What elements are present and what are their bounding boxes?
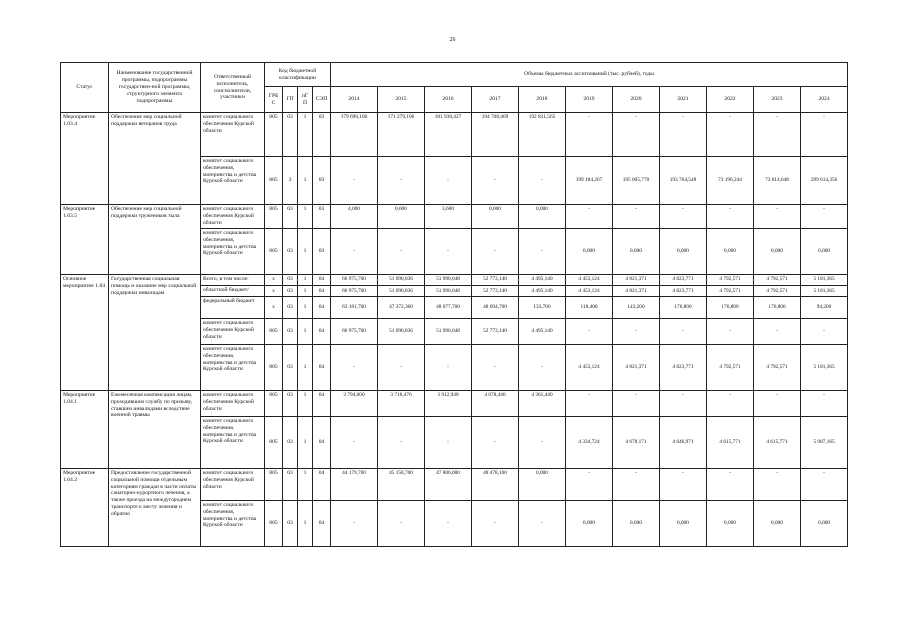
value-cell: 52 773,140	[472, 286, 519, 297]
value-cell: 4 453,124	[566, 286, 613, 297]
header-status: Статус	[61, 63, 109, 113]
value-cell: 66 975,700	[331, 319, 378, 345]
header-code-gp: ГП	[283, 87, 298, 113]
value-cell: -	[566, 391, 613, 417]
code-cell: 03	[313, 229, 331, 275]
value-cell: 47 806,000	[425, 469, 472, 501]
value-cell: 181 938,427	[425, 113, 472, 157]
value-cell: -	[801, 113, 848, 157]
value-cell: 4 792,571	[707, 286, 754, 297]
value-cell: 0,000	[613, 501, 660, 547]
value-cell: 133,700	[519, 297, 566, 319]
value-cell: 63 181,700	[331, 297, 378, 319]
value-cell: 179 696,100	[331, 113, 378, 157]
value-cell: -	[754, 469, 801, 501]
code-cell: 03	[313, 205, 331, 229]
value-cell: 0,000	[566, 229, 613, 275]
page-number: 26	[449, 37, 456, 43]
value-cell: 51 090,836	[378, 319, 425, 345]
value-cell: -	[331, 157, 378, 205]
row-responsible: комитет социального обеспечения, материнства и детства Курской области	[201, 501, 265, 547]
value-cell: 4 453,124	[566, 345, 613, 391]
row-status: Основное мероприятие 1.04	[61, 275, 109, 391]
value-cell: -	[754, 113, 801, 157]
code-cell: 805	[265, 501, 283, 547]
value-cell: -	[566, 319, 613, 345]
budget-table	[60, 62, 848, 547]
value-cell: -	[472, 229, 519, 275]
value-cell: 0,000	[660, 501, 707, 547]
value-cell: -	[425, 501, 472, 547]
code-cell: х	[265, 286, 283, 297]
value-cell: 4 792,571	[707, 345, 754, 391]
row-responsible: комитет социального обеспечения, материнства и детства Курской области	[201, 417, 265, 469]
value-cell: -	[472, 345, 519, 391]
row-name: Предоставление государственной социальной помощи отдельным категориям граждан в части оплаты санаторно-курортного лечения, а также проезда на междугороднем транспорте к месту лечения и обратно	[109, 469, 201, 547]
value-cell: 299 614,356	[801, 157, 848, 205]
value-cell: 66 975,700	[331, 286, 378, 297]
code-cell: 03	[283, 417, 298, 469]
value-cell: -	[613, 469, 660, 501]
value-cell: 176,800	[707, 297, 754, 319]
value-cell: 0,000	[801, 229, 848, 275]
code-cell: 805	[265, 345, 283, 391]
value-cell: 5 181,365	[801, 286, 848, 297]
header-year: 2020	[613, 87, 660, 113]
value-cell: 143,200	[613, 297, 660, 319]
row-responsible: Всего, в том числе:	[201, 275, 265, 286]
value-cell: -	[754, 205, 801, 229]
code-cell: 03	[283, 229, 298, 275]
value-cell: -	[754, 391, 801, 417]
table-row	[61, 391, 848, 417]
value-cell: -	[613, 205, 660, 229]
row-status: Мероприятие 1.04.1	[61, 391, 109, 469]
value-cell: 4 453,124	[566, 275, 613, 286]
row-name: Обеспечение мер социальной поддержки ветеранов труда	[109, 113, 201, 205]
value-cell: 0,000	[519, 205, 566, 229]
value-cell: 51 090,836	[378, 286, 425, 297]
row-responsible: комитет социального обеспечения Курской области	[201, 205, 265, 229]
value-cell: 171 279,106	[378, 113, 425, 157]
row-status: Мероприятие 1.04.2	[61, 469, 109, 547]
code-cell: 1	[298, 229, 313, 275]
value-cell: 4 495,140	[519, 275, 566, 286]
value-cell: 4 823,771	[660, 275, 707, 286]
value-cell: 4 334,724	[566, 417, 613, 469]
value-cell: 0,000	[801, 501, 848, 547]
value-cell: -	[660, 469, 707, 501]
row-responsible: комитет социального обеспечения Курской области	[201, 469, 265, 501]
header-responsible: Ответственный исполнитель, соисполнители, участники	[201, 63, 265, 113]
table-body	[61, 113, 848, 547]
code-cell: 1	[298, 469, 313, 501]
code-cell: 1	[298, 417, 313, 469]
value-cell: 51 990,648	[425, 286, 472, 297]
value-cell: -	[707, 113, 754, 157]
code-cell: 04	[313, 417, 331, 469]
code-cell: 3	[283, 157, 298, 205]
value-cell: -	[425, 417, 472, 469]
code-cell: 03	[283, 205, 298, 229]
value-cell: 47 372,360	[378, 297, 425, 319]
code-cell: 1	[298, 205, 313, 229]
value-cell: -	[613, 391, 660, 417]
value-cell: -	[660, 205, 707, 229]
value-cell: 3 794,000	[331, 391, 378, 417]
code-cell: 805	[265, 417, 283, 469]
value-cell: -	[378, 417, 425, 469]
value-cell: -	[613, 319, 660, 345]
code-cell: 1	[298, 286, 313, 297]
code-cell: 805	[265, 205, 283, 229]
value-cell: -	[472, 501, 519, 547]
code-cell: 03	[283, 469, 298, 501]
row-responsible: комитет социального обеспечения Курской области	[201, 113, 265, 157]
value-cell: -	[519, 157, 566, 205]
value-cell: -	[425, 345, 472, 391]
value-cell: -	[566, 113, 613, 157]
value-cell: 4 792,571	[707, 275, 754, 286]
code-cell: 03	[283, 501, 298, 547]
code-cell: 805	[265, 229, 283, 275]
value-cell: -	[519, 229, 566, 275]
value-cell: 48 694,700	[472, 297, 519, 319]
value-cell: -	[801, 391, 848, 417]
header-year: 2015	[378, 87, 425, 113]
code-cell: 1	[298, 113, 313, 157]
code-cell: х	[265, 297, 283, 319]
row-responsible: комитет социального обеспечения, материнства и детства Курской области	[201, 345, 265, 391]
value-cell: 0,000	[613, 229, 660, 275]
value-cell: 51 990,648	[425, 275, 472, 286]
value-cell: -	[331, 229, 378, 275]
row-responsible: комитет социального обеспечения Курской области	[201, 391, 265, 417]
value-cell: -	[707, 391, 754, 417]
value-cell: -	[331, 345, 378, 391]
value-cell: -	[519, 417, 566, 469]
row-responsible: комитет социального обеспечения, материнства и детства Курской области	[201, 229, 265, 275]
value-cell: 4 678,171	[613, 417, 660, 469]
code-cell: 04	[313, 345, 331, 391]
value-cell: -	[660, 319, 707, 345]
code-cell: 03	[313, 113, 331, 157]
value-cell: 52 773,140	[472, 319, 519, 345]
table-row	[61, 205, 848, 229]
value-cell: 4 615,771	[707, 417, 754, 469]
code-cell: 1	[298, 275, 313, 286]
code-cell: 805	[265, 113, 283, 157]
value-cell: 3 718,476	[378, 391, 425, 417]
value-cell: 4 823,771	[660, 286, 707, 297]
header-code-group: Код бюджетной классификации	[265, 63, 331, 87]
header-year: 2014	[331, 87, 378, 113]
code-cell: 04	[313, 469, 331, 501]
value-cell: -	[519, 345, 566, 391]
table-row	[61, 275, 848, 286]
header-year: 2021	[660, 87, 707, 113]
value-cell: 3,600	[425, 205, 472, 229]
header-year: 2024	[801, 87, 848, 113]
value-cell: 48 478,100	[472, 469, 519, 501]
value-cell: 176,800	[754, 297, 801, 319]
row-responsible: федеральный бюджет	[201, 297, 265, 319]
value-cell: -	[613, 113, 660, 157]
value-cell: -	[566, 205, 613, 229]
value-cell: -	[472, 157, 519, 205]
header-volumes: Объемы бюджетных ассигнований (тыс. рублей), годы	[331, 63, 848, 87]
code-cell: 805	[265, 469, 283, 501]
value-cell: 45 158,700	[378, 469, 425, 501]
value-cell: 5 181,365	[801, 275, 848, 286]
code-cell: 805	[265, 319, 283, 345]
value-cell: 0,000	[754, 229, 801, 275]
header-year: 2022	[707, 87, 754, 113]
row-responsible: комитет социального обеспечения, материнства и детства Курской области	[201, 157, 265, 205]
row-name: Ежемесячная компенсация лицам, проходившим службу по призыву, ставшим инвалидами вследствие военной травмы	[109, 391, 201, 469]
code-cell: 04	[313, 501, 331, 547]
value-cell: 48 077,700	[425, 297, 472, 319]
value-cell: 52 773,140	[472, 275, 519, 286]
value-cell: 0,000	[707, 229, 754, 275]
value-cell: 4 495,140	[519, 319, 566, 345]
value-cell: 0,000	[707, 501, 754, 547]
row-status: Мероприятие 1.03.4	[61, 113, 109, 205]
value-cell: 195 005,770	[613, 157, 660, 205]
value-cell: 0,000	[566, 501, 613, 547]
value-cell: -	[425, 229, 472, 275]
value-cell: -	[331, 417, 378, 469]
value-cell: -	[378, 345, 425, 391]
code-cell: 805	[265, 391, 283, 417]
value-cell: 66 975,700	[331, 275, 378, 286]
value-cell: 192 831,565	[519, 113, 566, 157]
code-cell: 1	[298, 157, 313, 205]
code-cell: 04	[313, 275, 331, 286]
value-cell: 0,000	[754, 501, 801, 547]
row-responsible: комитет социального обеспечения Курской области	[201, 319, 265, 345]
code-cell: 1	[298, 297, 313, 319]
code-cell: 04	[313, 297, 331, 319]
value-cell: -	[707, 205, 754, 229]
code-cell: 03	[283, 345, 298, 391]
row-responsible: областной бюджет/	[201, 286, 265, 297]
header-year: 2023	[754, 87, 801, 113]
table-row	[61, 469, 848, 501]
code-cell: х	[265, 275, 283, 286]
value-cell: -	[425, 157, 472, 205]
value-cell: -	[801, 469, 848, 501]
value-cell: 0,000	[660, 229, 707, 275]
value-cell: 73 014,648	[754, 157, 801, 205]
header-name: Наименование государственной программы, подпрограммы государствен-ной программы, структурного элемента подпрограммы	[109, 63, 201, 113]
value-cell: 4,000	[331, 205, 378, 229]
value-cell: 194 708,469	[472, 113, 519, 157]
value-cell: 4 615,771	[754, 417, 801, 469]
value-cell: -	[566, 469, 613, 501]
value-cell: 0,000	[378, 205, 425, 229]
value-cell: -	[801, 319, 848, 345]
value-cell: -	[754, 319, 801, 345]
value-cell: 51 090,836	[378, 275, 425, 286]
value-cell: 4 792,571	[754, 275, 801, 286]
value-cell: -	[707, 319, 754, 345]
header-year: 2019	[566, 87, 613, 113]
row-name: Обеспечение мер социальной поддержки тружеников тыла	[109, 205, 201, 275]
value-cell: 3 912,948	[425, 391, 472, 417]
header-code-grbs: ГРБС	[265, 87, 283, 113]
value-cell: 73 196,244	[707, 157, 754, 205]
value-cell: 51 990,648	[425, 319, 472, 345]
value-cell: -	[378, 229, 425, 275]
code-cell: 03	[283, 275, 298, 286]
value-cell: 4 495,140	[519, 286, 566, 297]
value-cell: 4 823,771	[660, 345, 707, 391]
value-cell: -	[331, 501, 378, 547]
code-cell: 04	[313, 391, 331, 417]
value-cell: 4 792,571	[754, 345, 801, 391]
value-cell: -	[660, 113, 707, 157]
code-cell: 03	[283, 297, 298, 319]
value-cell: -	[801, 205, 848, 229]
value-cell: -	[707, 469, 754, 501]
value-cell: 4 821,371	[613, 275, 660, 286]
code-cell: 03	[283, 319, 298, 345]
code-cell: 1	[298, 319, 313, 345]
value-cell: 4 821,371	[613, 286, 660, 297]
code-cell: 805	[265, 157, 283, 205]
code-cell: 04	[313, 319, 331, 345]
value-cell: 4 821,371	[613, 345, 660, 391]
value-cell: 5 087,165	[801, 417, 848, 469]
header-code-pgp: пГП	[298, 87, 313, 113]
value-cell: -	[519, 501, 566, 547]
code-cell: 1	[298, 345, 313, 391]
value-cell: -	[472, 417, 519, 469]
value-cell: 4 361,440	[519, 391, 566, 417]
header-year: 2018	[519, 87, 566, 113]
header-year: 2016	[425, 87, 472, 113]
header-code-sep: СЭП	[313, 87, 331, 113]
value-cell: 193 764,548	[660, 157, 707, 205]
code-cell: 04	[313, 286, 331, 297]
value-cell: -	[660, 391, 707, 417]
value-cell: 118,400	[566, 297, 613, 319]
value-cell: 176,800	[660, 297, 707, 319]
code-cell: 03	[283, 286, 298, 297]
header-year: 2017	[472, 87, 519, 113]
value-cell: -	[378, 501, 425, 547]
table-row	[61, 113, 848, 157]
row-name: Государственная социальная помощь и оказание мер социальной поддержки инвалидам	[109, 275, 201, 391]
value-cell: 199 184,267	[566, 157, 613, 205]
value-cell: 94,200	[801, 297, 848, 319]
code-cell: 03	[283, 113, 298, 157]
value-cell: 4 078,440	[472, 391, 519, 417]
value-cell: 44 179,700	[331, 469, 378, 501]
code-cell: 1	[298, 501, 313, 547]
row-status: Мероприятие 1.03.5	[61, 205, 109, 275]
code-cell: 1	[298, 391, 313, 417]
value-cell: 0,000	[472, 205, 519, 229]
value-cell: -	[378, 157, 425, 205]
value-cell: 5 181,365	[801, 345, 848, 391]
value-cell: 0,000	[519, 469, 566, 501]
value-cell: 4 792,571	[754, 286, 801, 297]
value-cell: 4 646,971	[660, 417, 707, 469]
code-cell: 03	[313, 157, 331, 205]
code-cell: 03	[283, 391, 298, 417]
